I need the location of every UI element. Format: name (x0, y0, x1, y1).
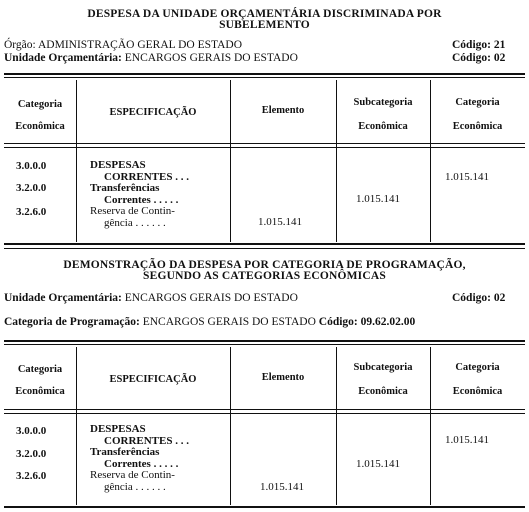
codigo-value: 02 (493, 292, 506, 304)
codigo-label: Código: (452, 292, 491, 304)
section2-title-line1: DEMONSTRAÇÃO DA DESPESA POR CATEGORIA DE PROGRAMAÇÃO, (63, 259, 466, 271)
orgao-label: Órgão: (4, 39, 36, 51)
section1-codigo1 (452, 39, 505, 52)
table1-top-rule (4, 73, 525, 75)
table2-header-subcategoria: Subcategoria Econômica (353, 362, 413, 397)
table1-subcategoria-value: 1.015.141 (356, 193, 400, 205)
table1-bottom-rule-thin (4, 248, 525, 249)
unidade-value: ENCARGOS GERAIS DO ESTADO (124, 52, 298, 64)
codigo2-label: Código: (452, 52, 491, 64)
table2-col-divider (76, 347, 77, 505)
categoria-prog-value: ENCARGOS GERAIS DO ESTADO (142, 316, 316, 328)
table1-elemento-value: 1.015.141 (258, 216, 302, 228)
table1-spec: DESPESAS CORRENTES . . . Transferências Correntes . . . . . Reserva de Contin- gência . . . . . . (90, 159, 189, 229)
table2-bottom-rule (4, 506, 525, 508)
codigo1-label: Código: (452, 39, 491, 51)
table2-header-elemento: Elemento (261, 372, 305, 383)
table1-header-elemento: Elemento (261, 105, 305, 116)
categoria-prog-label: Categoria de Programação: (4, 316, 140, 328)
unidade-label: Unidade Orçamentária: (4, 292, 122, 304)
table2-code: 3.2.0.0 (16, 448, 47, 460)
table1-code: 3.2.6.0 (16, 206, 47, 218)
table2-header-rule (4, 409, 525, 410)
table2-categoria-value: 1.015.141 (445, 434, 489, 446)
section1-orgao (4, 39, 242, 52)
table2-top-rule-thin (4, 344, 525, 345)
unidade-label: Unidade Orçamentária: (4, 52, 122, 64)
table2-header-especificacao: ESPECIFICAÇÃO (109, 374, 197, 385)
codigo2-value: 02 (493, 52, 506, 64)
table2-header-categoria-b: Categoria Econômica (452, 362, 503, 397)
table1-code: 3.2.0.0 (16, 182, 47, 194)
orgao-value: ADMINISTRAÇÃO GERAL DO ESTADO (37, 39, 243, 51)
table1-col-divider (76, 80, 77, 242)
table1-header-subcategoria: Subcategoria Econômica (353, 97, 413, 132)
section1-unidade (4, 52, 298, 65)
table2-code: 3.2.6.0 (16, 470, 47, 482)
table1-code: 3.0.0.0 (16, 160, 47, 172)
table2-subcategoria-value: 1.015.141 (356, 458, 400, 470)
table1-categoria-value: 1.015.141 (445, 171, 489, 183)
section2-categoria-prog (4, 316, 415, 329)
table1-header-categoria: Categoria Econômica (15, 99, 65, 132)
codigo2-label: Código: (318, 316, 358, 328)
section1-title-line1: DESPESA DA UNIDADE ORÇAMENTÁRIA DISCRIMINADA POR (87, 8, 442, 20)
table1-header-rule (4, 143, 525, 144)
table1-top-rule-thin (4, 77, 525, 78)
section1-codigo2 (452, 52, 505, 65)
codigo1-value: 21 (493, 39, 506, 51)
table2-code: 3.0.0.0 (16, 425, 47, 437)
table1-header-rule2 (4, 147, 525, 148)
section2-codigo (452, 292, 505, 305)
table2-elemento-value: 1.015.141 (260, 481, 304, 493)
table1-header-categoria-b: Categoria Econômica (452, 97, 503, 132)
section2-title-line2: SEGUNDO AS CATEGORIAS ECONÔMICAS (143, 270, 386, 282)
table2-header-rule2 (4, 413, 525, 414)
section1-title-line2: SUBELEMENTO (219, 19, 310, 31)
codigo2-value: 09.62.02.00 (360, 316, 416, 328)
section2-unidade (4, 292, 298, 305)
unidade-value: ENCARGOS GERAIS DO ESTADO (124, 292, 298, 304)
table2-header-categoria: Categoria Econômica (15, 364, 65, 397)
table1-bottom-rule (4, 243, 525, 245)
table1-header-especificacao: ESPECIFICAÇÃO (109, 107, 197, 118)
table2-top-rule (4, 340, 525, 342)
table2-spec: DESPESAS CORRENTES . . . Transferências Correntes . . . . . Reserva de Contin- gência . . . . . . (90, 423, 189, 493)
